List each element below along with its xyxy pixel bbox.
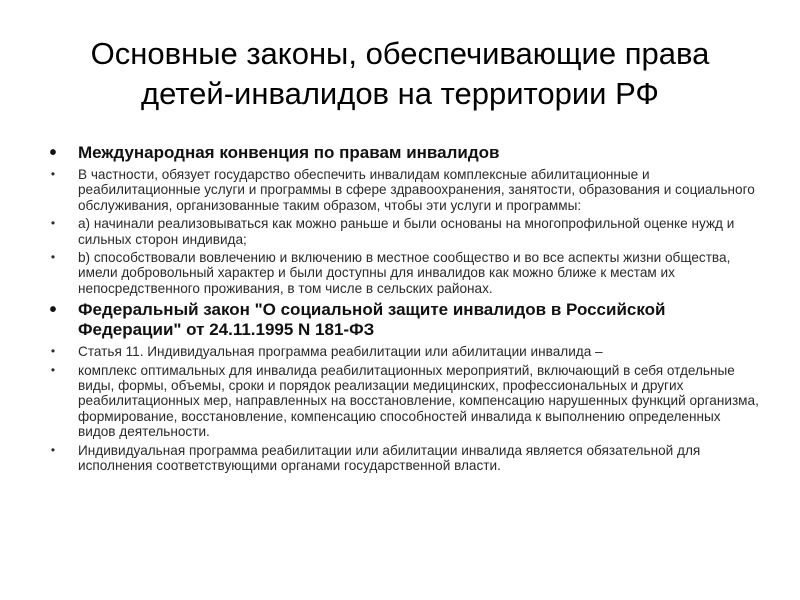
bullet-text: Международная конвенция по правам инвалидов — [78, 143, 500, 162]
bullet-item — [44, 363, 760, 440]
bullet-item — [44, 250, 760, 296]
bullet-icon: • — [50, 167, 56, 181]
bullet-text: Федеральный закон "О социальной защите инвалидов в Российской Федерации" от 24.11.1995 N 181-ФЗ — [78, 300, 666, 340]
bullet-text: a) начинали реализовываться как можно раньше и были основаны на многопрофильной оценке нужд и сильных сторон индивида; — [78, 216, 735, 247]
bullet-icon: • — [49, 142, 57, 164]
bullet-text: b) способствовали вовлечению и включению в местное сообщество и во все аспекты жизни общества, имели добровольный характер и были доступны для инвалидов как можно ближе к местам их непосредственного проживания, в том числе в сельских районах. — [78, 250, 731, 296]
bullet-list — [44, 143, 760, 477]
bullet-item — [44, 344, 760, 359]
bullet-heading-federal-law — [44, 300, 760, 340]
bullet-text: комплекс оптимальных для инвалида реабилитационных мероприятий, включающий в себя отдельные виды, формы, объемы, сроки и порядок реализации медицинских, профессиональных и других реабилитационных мер, направленных на восстановление, компенсацию нарушенных функций организма, формирование, восстановление, компенсацию способностей инвалида к выполнению определенных видов деятельности. — [78, 362, 759, 440]
bullet-item — [44, 443, 760, 474]
bullet-item — [44, 167, 760, 213]
bullet-text: Индивидуальная программа реабилитации или абилитации инвалида является обязательной для исполнения соответствующими органами государственной власти. — [78, 442, 701, 474]
bullet-icon: • — [50, 344, 56, 359]
bullet-heading-convention — [44, 143, 760, 163]
slide-title — [40, 34, 760, 114]
bullet-icon: • — [50, 216, 56, 231]
bullet-text: В частности, обязует государство обеспечить инвалидам комплексные абилитационные и реабилитационные услуги и программы в сфере здравоохранения, занятости, образования и социального обслуживания, организованные таким образом, чтобы эти услуги и программы: — [78, 167, 755, 213]
bullet-icon: • — [49, 299, 57, 322]
bullet-icon: • — [50, 250, 56, 265]
bullet-icon: • — [50, 362, 56, 377]
slide-title-line-2: детей-инвалидов на территории РФ — [141, 76, 659, 111]
slide-title-line-1: Основные законы, обеспечивающие права — [90, 36, 710, 71]
bullet-icon: • — [50, 442, 56, 457]
bullet-item — [44, 216, 760, 247]
bullet-text: Статья 11. Индивидуальная программа реабилитации или абилитации инвалида – — [78, 344, 603, 360]
